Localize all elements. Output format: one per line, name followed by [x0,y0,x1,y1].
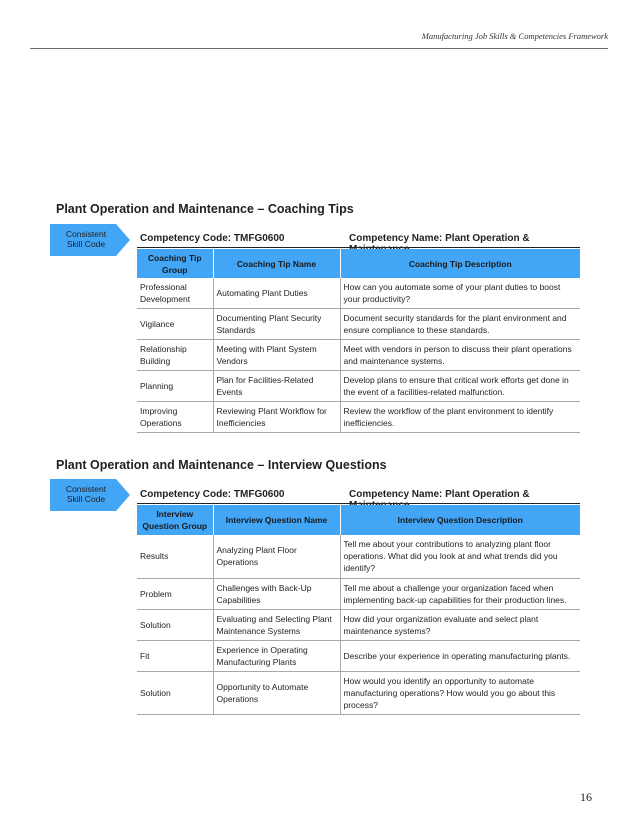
cell-description: How would you identify an opportunity to automate manufacturing operations? How would you go about this process? [340,671,580,714]
header-rule [30,48,608,49]
cell-name: Evaluating and Selecting Plant Maintenance Systems [213,609,340,640]
cell-description: Document security standards for the plant environment and ensure compliance to these standards. [340,309,580,340]
cell-description: Describe your experience in operating manufacturing plants. [340,640,580,671]
column-header-name: Coaching Tip Name [213,249,340,278]
competency-code: Competency Code: TMFG0600 [140,233,285,244]
cell-description: Meet with vendors in person to discuss their plant operations and maintenance systems. [340,340,580,371]
column-header-group: Coaching Tip Group [137,249,213,278]
cell-name: Analyzing Plant Floor Operations [213,535,340,578]
cell-description: Develop plans to ensure that critical work efforts get done in the event of a facilities-related malfunction. [340,371,580,402]
tag-label-line1: Consistent [65,484,107,494]
table-row [137,309,580,340]
competency-code: Competency Code: TMFG0600 [140,489,285,500]
tag-label-line1: Consistent [65,229,107,239]
document-header-title: Manufacturing Job Skills & Competencies Framework [421,31,608,41]
cell-name: Challenges with Back-Up Capabilities [213,578,340,609]
cell-name: Opportunity to Automate Operations [213,671,340,714]
consistent-skill-code-tag [50,479,130,511]
cell-name: Meeting with Plant System Vendors [213,340,340,371]
table-row [137,640,580,671]
tag-label-line2: Skill Code [66,239,106,249]
column-header-description: Interview Question Description [340,505,580,535]
table-header-row [137,505,580,535]
section-title-interview-questions: Plant Operation and Maintenance – Interview Questions [56,458,387,472]
competency-row [137,484,580,504]
competency-row [137,228,580,248]
competency-name: Competency Name: Plant Operation & [349,233,530,244]
cell-description: How can you automate some of your plant duties to boost your productivity? [340,278,580,309]
cell-group: Solution [137,609,213,640]
table-row [137,535,580,578]
cell-name: Reviewing Plant Workflow for Inefficiencies [213,402,340,433]
consistent-skill-code-tag [50,224,130,256]
cell-group: Solution [137,671,213,714]
cell-description: Tell me about your contributions to analyzing plant floor operations. What did you look at and what trends did you identify? [340,535,580,578]
competency-rule [137,503,580,504]
cell-group: Improving Operations [137,402,213,433]
column-header-group: Interview Question Group [137,505,213,535]
coaching-tips-table [137,249,580,433]
tag-label [50,229,122,249]
table-row [137,371,580,402]
cell-group: Problem [137,578,213,609]
column-header-description: Coaching Tip Description [340,249,580,278]
tag-label [50,484,122,504]
interview-questions-table [137,505,580,715]
table-header-row [137,249,580,278]
table-row [137,671,580,714]
cell-description: How did your organization evaluate and select plant maintenance systems? [340,609,580,640]
table-row [137,609,580,640]
cell-group: Relationship Building [137,340,213,371]
column-header-name: Interview Question Name [213,505,340,535]
competency-name: Competency Name: Plant Operation & [349,489,530,500]
competency-rule [137,247,580,248]
cell-name: Documenting Plant Security Standards [213,309,340,340]
cell-description: Review the workflow of the plant environment to identify inefficiencies. [340,402,580,433]
page-number: 16 [580,790,592,804]
table-row [137,578,580,609]
tag-label-line2: Skill Code [66,494,106,504]
cell-group: Results [137,535,213,578]
section-title-coaching-tips: Plant Operation and Maintenance – Coaching Tips [56,202,354,216]
table-row [137,340,580,371]
table-row [137,402,580,433]
cell-group: Fit [137,640,213,671]
cell-description: Tell me about a challenge your organization faced when implementing back-up capabilities for their production lines. [340,578,580,609]
cell-group: Professional Development [137,278,213,309]
cell-name: Automating Plant Duties [213,278,340,309]
cell-group: Vigilance [137,309,213,340]
cell-name: Plan for Facilities-Related Events [213,371,340,402]
cell-group: Planning [137,371,213,402]
table-row [137,278,580,309]
cell-name: Experience in Operating Manufacturing Plants [213,640,340,671]
